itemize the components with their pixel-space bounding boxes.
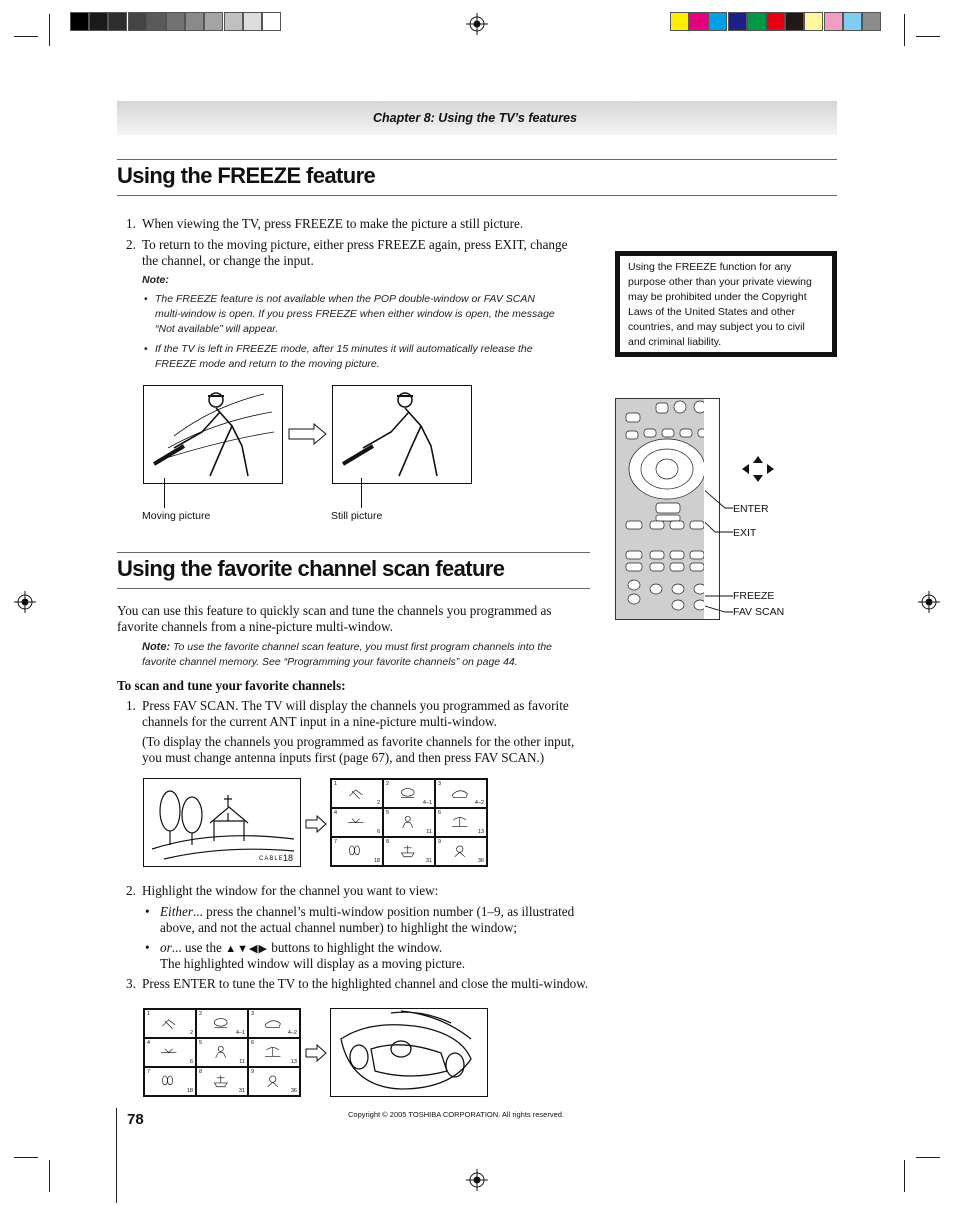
color-swatch <box>708 12 727 31</box>
leader-line <box>164 478 165 508</box>
multi-window-cell <box>383 779 435 808</box>
window-position-number: 4 <box>334 810 338 816</box>
color-swatch <box>243 12 262 31</box>
registration-mark-icon <box>14 591 36 613</box>
color-swatch <box>185 12 204 31</box>
channel-thumbnail-icon <box>207 1045 235 1059</box>
or-text-post: buttons to highlight the window. <box>271 940 443 955</box>
cable-label: CABLE <box>259 856 284 862</box>
window-channel-number: 13 <box>290 1059 297 1065</box>
bullet-icon: • <box>144 293 148 305</box>
multi-window-cell <box>248 1067 300 1096</box>
bullet-icon: • <box>144 343 148 355</box>
multi-window-cell <box>383 837 435 866</box>
note-text: The FREEZE feature is not available when the POP double-window or FAV SCAN multi-window is open. If you press FREEZE when either window is open, the message “Not available” will appear. <box>155 293 555 335</box>
channel-thumbnail-icon <box>446 844 474 858</box>
channel-thumbnail-icon <box>259 1074 287 1088</box>
step-text: To return to the moving picture, either press FREEZE again, press EXIT, change the channel, or change the input. <box>142 237 568 268</box>
step-text: Highlight the window for the channel you want to view: <box>142 883 439 898</box>
multi-window-cell <box>196 1009 248 1038</box>
channel-thumbnail-icon <box>207 1016 235 1030</box>
channel-thumbnail-icon <box>394 786 422 800</box>
color-swatch <box>747 12 766 31</box>
nine-picture-multi-window-highlighted <box>143 1008 301 1097</box>
still-picture-illustration <box>332 385 472 484</box>
window-position-number: 3 <box>251 1011 255 1017</box>
nine-picture-multi-window <box>330 778 488 867</box>
bullet-or-line2: The highlighted window will display as a moving picture. <box>160 956 466 971</box>
note-text: To use the favorite channel scan feature, you must first program channels into the favorite channel memory. See “Programming your favorite channels” on page 44. <box>142 641 553 668</box>
channel-thumbnail-icon <box>207 1074 235 1088</box>
window-channel-number: 6 <box>189 1059 193 1065</box>
divider <box>117 195 837 196</box>
multi-window-cell <box>144 1067 196 1096</box>
warning-text: Using the FREEZE function for any purpose other than your private viewing may be prohibited under the Copyright Laws of the United States and other countries, and may subject you to civil and criminal liability. <box>620 256 832 352</box>
step-number: 3. <box>126 976 136 991</box>
window-position-number: 1 <box>147 1011 151 1017</box>
multi-window-cell <box>196 1067 248 1096</box>
color-swatch <box>204 12 223 31</box>
divider <box>117 552 590 553</box>
multi-window-cell <box>144 1009 196 1038</box>
window-channel-number: 31 <box>425 858 432 864</box>
window-position-number: 6 <box>438 810 442 816</box>
step-text: When viewing the TV, press FREEZE to make the picture a still picture. <box>142 216 524 231</box>
window-channel-number: 2 <box>376 800 380 806</box>
color-swatch <box>824 12 843 31</box>
multi-window-cell <box>435 837 487 866</box>
copyright-warning-box <box>615 251 837 357</box>
multi-window-cell <box>248 1038 300 1067</box>
channel-thumbnail-icon <box>446 815 474 829</box>
color-swatch <box>224 12 243 31</box>
channel-thumbnail-icon <box>342 815 370 829</box>
window-position-number: 1 <box>334 781 338 787</box>
callout-enter: ENTER <box>733 503 769 515</box>
color-swatch <box>70 12 89 31</box>
color-swatch <box>843 12 862 31</box>
remote-callout-lines <box>705 450 745 630</box>
window-channel-number: 36 <box>290 1088 297 1094</box>
channel-thumbnail-icon <box>342 786 370 800</box>
step-number: 2. <box>126 237 136 252</box>
subheading: To scan and tune your favorite channels: <box>117 678 346 693</box>
copyright-text: Copyright © 2005 TOSHIBA CORPORATION. All rights reserved. <box>348 1110 565 1119</box>
window-position-number: 4 <box>147 1040 151 1046</box>
registration-mark-icon <box>466 13 488 35</box>
callout-exit: EXIT <box>733 527 757 539</box>
window-position-number: 8 <box>386 839 390 845</box>
step-text: Press ENTER to tune the TV to the highlighted channel and close the multi-window. <box>142 976 589 991</box>
step-text-extra: (To display the channels you programmed as favorite channels for the other input, you must change antenna inputs first (page 67), and then press FAV SCAN.) <box>142 734 575 765</box>
section-title-freeze: Using the FREEZE feature <box>117 163 376 188</box>
caption-moving-picture: Moving picture <box>142 510 211 522</box>
callout-freeze: FREEZE <box>733 590 775 602</box>
multi-window-cell <box>383 808 435 837</box>
window-channel-number: 18 <box>373 858 380 864</box>
color-swatch <box>785 12 804 31</box>
or-label: or <box>160 940 172 955</box>
color-swatch <box>262 12 281 31</box>
color-swatch <box>89 12 108 31</box>
leader-line <box>361 478 362 508</box>
arrow-keys-icon <box>740 455 776 483</box>
color-swatch <box>108 12 127 31</box>
arrow-right-icon <box>305 1044 327 1062</box>
chapter-title: Chapter 8: Using the TV’s features <box>373 111 577 125</box>
color-swatch <box>147 12 166 31</box>
divider <box>117 588 590 589</box>
color-swatch <box>128 12 147 31</box>
window-position-number: 6 <box>251 1040 255 1046</box>
multi-window-cell <box>248 1009 300 1038</box>
section-title-fav-scan: Using the favorite channel scan feature <box>117 556 505 581</box>
color-swatch <box>689 12 708 31</box>
window-channel-number: 4–1 <box>422 800 432 806</box>
multi-window-cell <box>331 779 383 808</box>
color-swatch <box>804 12 823 31</box>
step-text: Press FAV SCAN. The TV will display the channels you programmed as favorite channels for the current ANT input in a nine-picture multi-window. <box>142 698 569 729</box>
bullet-icon: • <box>145 904 150 919</box>
multi-window-cell <box>144 1038 196 1067</box>
single-channel-illustration <box>143 778 301 867</box>
channel-thumbnail-icon <box>394 815 422 829</box>
window-position-number: 9 <box>438 839 442 845</box>
window-position-number: 3 <box>438 781 442 787</box>
window-channel-number: 11 <box>239 1059 245 1065</box>
chapter-header <box>117 101 837 135</box>
window-channel-number: 13 <box>477 829 484 835</box>
multi-window-cell <box>331 808 383 837</box>
window-channel-number: 6 <box>376 829 380 835</box>
window-channel-number: 36 <box>477 858 484 864</box>
window-channel-number: 11 <box>426 829 432 835</box>
channel-thumbnail-icon <box>394 844 422 858</box>
color-swatch <box>670 12 689 31</box>
channel-thumbnail-icon <box>342 844 370 858</box>
window-channel-number: 4–1 <box>235 1030 245 1036</box>
window-position-number: 7 <box>147 1069 151 1075</box>
color-swatch <box>166 12 185 31</box>
step-number: 2. <box>126 883 136 898</box>
channel-thumbnail-icon <box>155 1045 183 1059</box>
multi-window-cell <box>196 1038 248 1067</box>
or-text: ... use the <box>171 940 222 955</box>
page-number: 78 <box>127 1111 144 1128</box>
intro-text: You can use this feature to quickly scan and tune the channels you programmed as favorite channels from a nine-picture multi-window. <box>117 603 552 634</box>
channel-thumbnail-icon <box>259 1016 287 1030</box>
multi-window-cell <box>435 779 487 808</box>
arrow-buttons-icon: ▲▼◀▶ <box>225 943 268 955</box>
window-channel-number: 18 <box>186 1088 193 1094</box>
arrow-right-icon <box>305 815 327 833</box>
window-channel-number: 2 <box>189 1030 193 1036</box>
registration-mark-icon <box>918 591 940 613</box>
note-label: Note: <box>142 641 171 653</box>
bullet-or <box>160 940 580 957</box>
channel-thumbnail-icon <box>155 1016 183 1030</box>
multi-window-cell <box>435 808 487 837</box>
caption-still-picture: Still picture <box>331 510 383 522</box>
channel-thumbnail-icon <box>259 1045 287 1059</box>
bullet-icon: • <box>145 940 150 955</box>
color-swatch <box>728 12 747 31</box>
either-label: Either <box>160 904 193 919</box>
multi-window-cell <box>331 837 383 866</box>
note-text: If the TV is left in FREEZE mode, after 15 minutes it will automatically release the FREEZE mode and return to the moving picture. <box>155 343 533 370</box>
window-position-number: 2 <box>199 1011 203 1017</box>
window-position-number: 2 <box>386 781 390 787</box>
race-car-illustration <box>330 1008 488 1097</box>
divider <box>117 159 837 160</box>
window-position-number: 7 <box>334 839 338 845</box>
registration-mark-icon <box>466 1169 488 1191</box>
cable-channel-number: 18 <box>283 853 294 863</box>
step-number: 1. <box>126 216 136 231</box>
window-position-number: 5 <box>199 1040 203 1046</box>
window-position-number: 5 <box>386 810 390 816</box>
either-text: ... press the channel’s multi-window position number (1–9, as illustrated above, and not the actual channel number) to highlight the window; <box>160 904 575 935</box>
step-number: 1. <box>126 698 136 713</box>
window-position-number: 9 <box>251 1069 255 1075</box>
color-swatch <box>862 12 881 31</box>
arrow-right-icon <box>288 423 328 445</box>
callout-fav-scan: FAV SCAN <box>733 606 785 618</box>
window-channel-number: 4–2 <box>287 1030 297 1036</box>
channel-thumbnail-icon <box>155 1074 183 1088</box>
window-position-number: 8 <box>199 1069 203 1075</box>
bullet-either <box>160 904 580 936</box>
note-label: Note: <box>142 274 169 286</box>
window-channel-number: 4–2 <box>474 800 484 806</box>
note-block <box>142 640 562 670</box>
window-channel-number: 31 <box>238 1088 245 1094</box>
color-swatch <box>766 12 785 31</box>
channel-thumbnail-icon <box>446 786 474 800</box>
moving-picture-illustration <box>143 385 283 484</box>
